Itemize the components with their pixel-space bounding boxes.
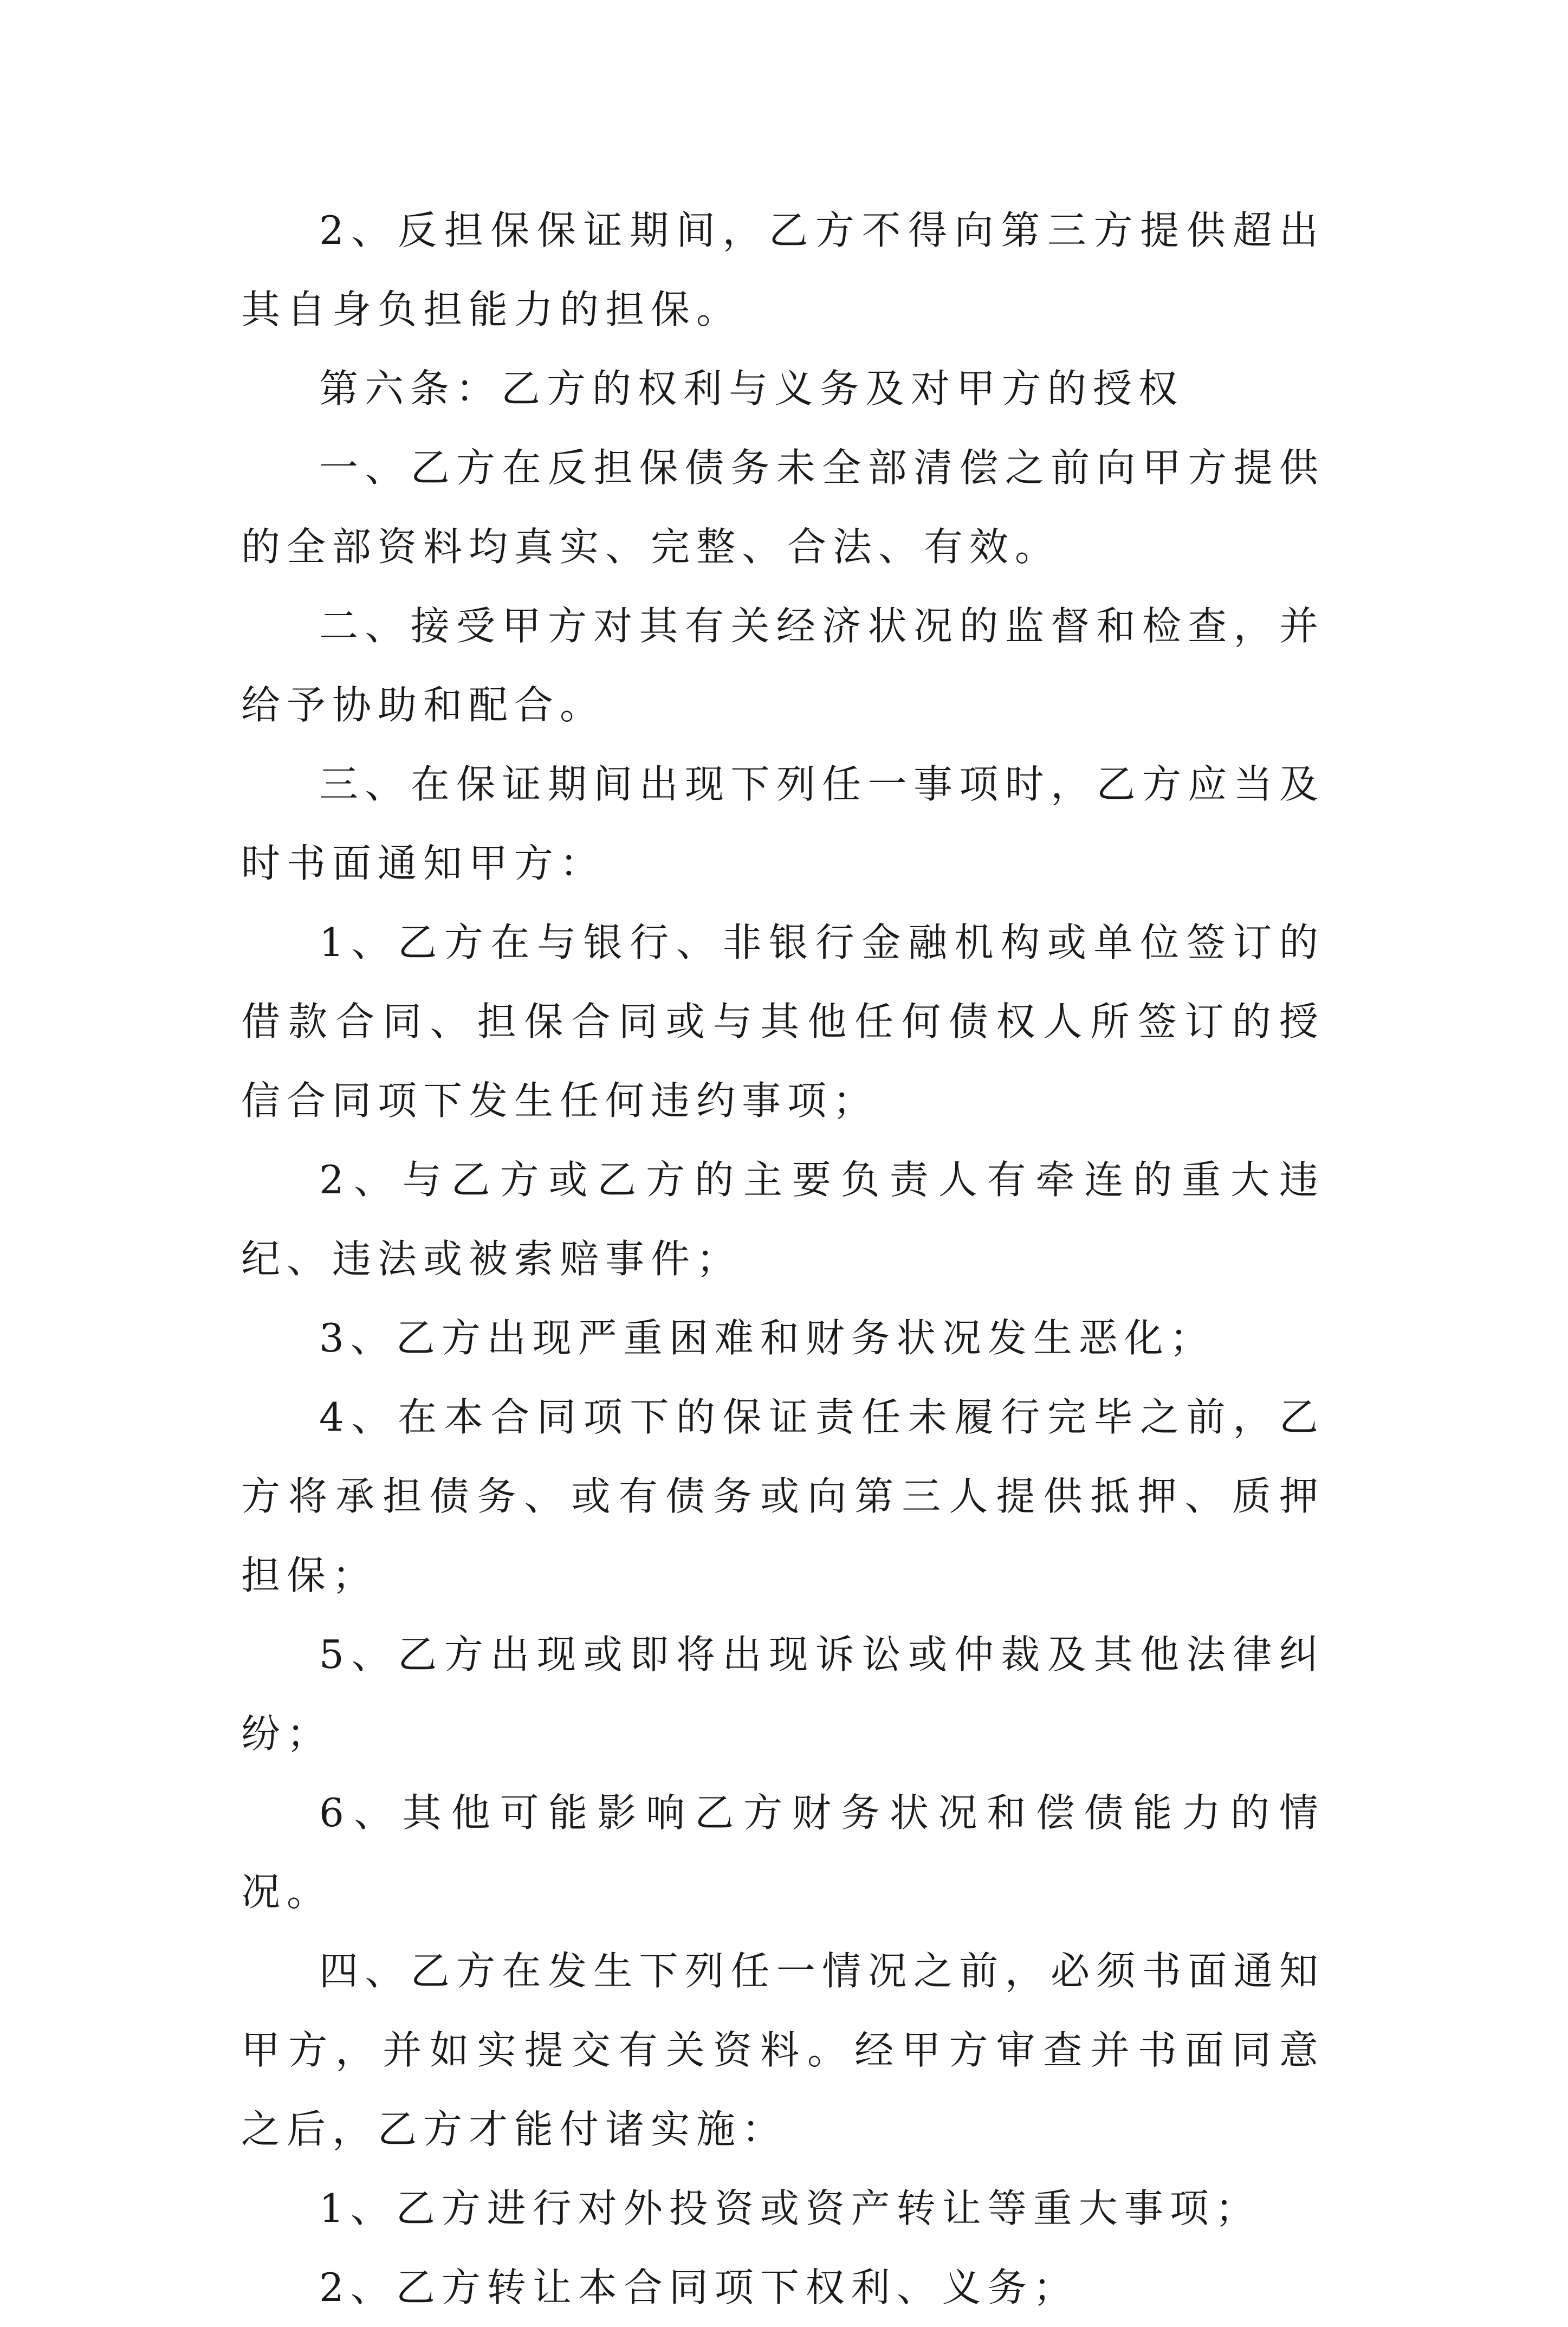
paragraph-item-4: 4、在本合同项下的保证责任未履行完毕之前，乙方将承担债务、或有债务或向第三人提供抵押、质押担保； xyxy=(241,1394,1325,1598)
paragraph-item-1: 1、乙方在与银行、非银行金融机构或单位签订的借款合同、担保合同或与其他任何债权人所签订的授信合同项下发生任何违约事项； xyxy=(241,920,1325,1123)
paragraph-clause-four: 四、乙方在发生下列任一情况之前，必须书面通知甲方，并如实提交有关资料。经甲方审查并书面同意之后，乙方才能付诸实施： xyxy=(241,1948,1325,2152)
paragraph-item-2: 2、与乙方或乙方的主要负责人有牵连的重大违纪、违法或被索赔事件； xyxy=(241,1157,1325,1282)
paragraph-item-3: 3、乙方出现严重困难和财务状况发生恶化； xyxy=(319,1315,1215,1361)
document-body xyxy=(241,191,1325,2327)
paragraph-item-5: 5、乙方出现或即将出现诉讼或仲裁及其他法律纠纷； xyxy=(241,1632,1325,1756)
paragraph-guarantee-period: 2、反担保保证期间，乙方不得向第三方提供超出其自身负担能力的担保。 xyxy=(241,208,1325,332)
heading-article-six: 第六条：乙方的权利与义务及对甲方的授权 xyxy=(319,366,1184,411)
paragraph-item-6: 6、其他可能影响乙方财务状况和偿债能力的情况。 xyxy=(241,1790,1325,1915)
paragraph-clause-four-item-1: 1、乙方进行对外投资或资产转让等重大事项； xyxy=(319,2186,1261,2231)
paragraph-clause-three: 三、在保证期间出现下列任一事项时，乙方应当及时书面通知甲方： xyxy=(241,761,1325,886)
paragraph-clause-four-item-2: 2、乙方转让本合同项下权利、义务； xyxy=(319,2265,1079,2310)
paragraph-clause-one: 一、乙方在反担保债务未全部清偿之前向甲方提供的全部资料均真实、完整、合法、有效。 xyxy=(241,445,1325,570)
paragraph-clause-two: 二、接受甲方对其有关经济状况的监督和检查，并给予协助和配合。 xyxy=(241,603,1325,728)
